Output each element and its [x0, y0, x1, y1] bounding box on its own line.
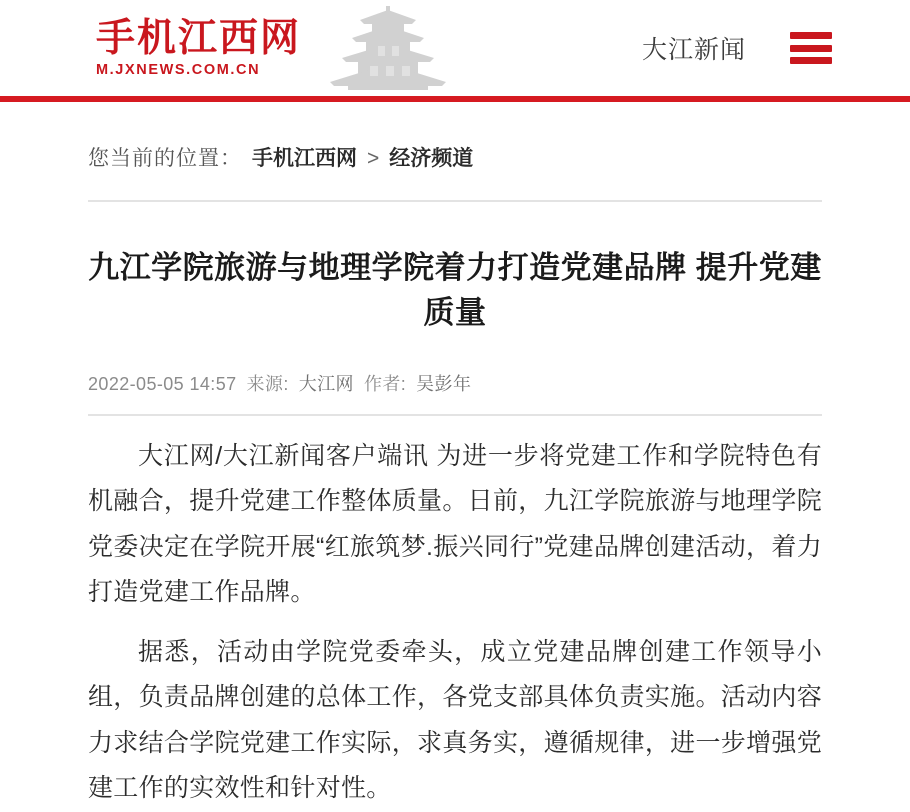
author-name: 吴彭年: [416, 373, 472, 394]
source-name: 大江网: [298, 373, 354, 394]
author-label: 作者:: [363, 373, 407, 394]
site-logo[interactable]: [96, 14, 302, 79]
page-title: 九江学院旅游与地理学院着力打造党建品牌 提升党建质量: [88, 250, 822, 330]
menu-bar-1: [790, 32, 832, 39]
hamburger-menu-icon[interactable]: [790, 32, 832, 64]
article: [88, 246, 822, 812]
breadcrumb-item-current: 经济频道: [389, 147, 474, 170]
article-meta: [88, 370, 822, 416]
breadcrumb-item-home[interactable]: 手机江西网: [252, 147, 357, 170]
menu-bar-3: [790, 57, 832, 64]
header-actions: [642, 30, 910, 66]
menu-bar-2: [790, 45, 832, 52]
article-paragraph: 据悉，活动由学院党委牵头，成立党建品牌创建工作领导小组，负责品牌创建的总体工作，各党支部具体负责实施。活动内容力求结合学院党建工作实际，求真务实，遵循规律，进一步增强党建工作的实效性和针对性。: [88, 637, 822, 803]
logo-title: 手机江西网: [96, 14, 302, 61]
breadcrumb-section: [0, 102, 910, 202]
article-body: [88, 434, 822, 812]
breadcrumb-label: 您当前的位置：: [88, 147, 242, 170]
breadcrumb-separator: >: [367, 147, 380, 170]
source-label: 来源:: [246, 373, 289, 394]
pagoda-icon: [320, 4, 460, 90]
site-header: [0, 0, 910, 102]
publish-date: 2022-05-05 14:57: [88, 373, 237, 394]
logo-domain: M.JXNEWS.COM.CN: [96, 62, 261, 79]
article-paragraph: 大江网/大江新闻客户端讯 为进一步将党建工作和学院特色有机融合，提升党建工作整体质量。日前，九江学院旅游与地理学院党委决定在学院开展“红旅筑梦.振兴同行”党建品牌创建活动，着力打造党建工作品牌。: [88, 441, 822, 607]
nav-link-dajiang-news[interactable]: 大江新闻: [641, 36, 746, 64]
breadcrumb: [88, 142, 822, 202]
